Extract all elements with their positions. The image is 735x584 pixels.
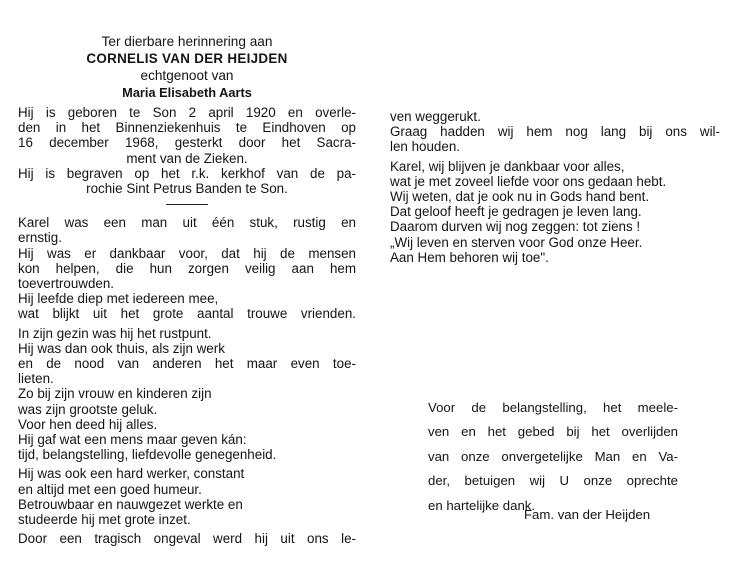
text-line: ernstig. [18,230,62,246]
text-line: Hij was ook een hard werker, constant [18,466,245,482]
text-line: lieten. [18,371,54,387]
bio-block [18,105,356,196]
deceased-name: CORNELIS VAN DER HEIJDEN [86,51,288,66]
text-line: Aan Hem behoren wij toe". [390,249,549,265]
text-line: In zijn gezin was hij het rustpunt. [18,325,212,341]
thanks-line: ven en het gebed bij het overlijden [428,424,678,440]
right-column [390,109,720,265]
tribute-text-left [18,215,356,546]
relation-line: echtgenoot van [140,68,234,83]
text-line: Karel, wij blijven je dankbaar voor alles, [390,158,625,174]
spouse-name: Maria Elisabeth Aarts [122,85,252,100]
bio-line: rochie Sint Petrus Banden te Son. [86,181,288,197]
thanks-line: Voor de belangstelling, het meele- [428,400,678,415]
text-line: Hij was er dankbaar voor, dat hij de mensen [18,245,356,261]
text-line: Hij leefde diep met iedereen mee, [18,291,219,307]
text-line: Betrouwbaar en nauwgezet werkte en [18,496,243,512]
text-line: „Wij leven en sterven voor God onze Heer. [390,234,643,250]
text-line: tijd, belangstelling, liefdevolle genegenheid. [18,447,277,463]
text-line: en de nood van anderen het maar even toe- [18,356,356,372]
text-line: studeerde hij met grote inzet. [18,512,191,528]
text-line: Zo bij zijn vrouw en kinderen zijn [18,386,212,402]
text-line: Door een tragisch ongeval werd hij uit ons le- [18,531,356,547]
thanks-block [428,396,678,518]
text-line: Hij gaf wat een mens maar geven kán: [18,432,247,448]
bio-line: ment van de Zieken. [126,150,248,166]
text-line: en altijd met een goed humeur. [18,481,202,497]
text-line: Daarom durven wij nog zeggen: tot ziens ! [390,219,641,235]
intro-line: Ter dierbare herinnering aan [101,34,273,49]
left-column [18,33,356,546]
text-line: kon helpen, die hun zorgen veilig aan hem [18,260,356,276]
bio-line: Hij is begraven op het r.k. kerkhof van de pa- [18,165,356,181]
bio-line: 16 december 1968, gesterkt door het Sacra- [18,135,356,151]
text-line: Graag hadden wij hem nog lang bij ons wil- [390,124,720,140]
bio-line: den in het Binnenziekenhuis te Eindhoven op [18,120,356,136]
thanks-line: en hartelijke dank. [428,497,536,513]
text-line: Voor hen deed hij alles. [18,416,158,432]
text-line: Dat geloof heeft je gedragen je leven lang. [390,204,642,220]
text-line: Wij weten, dat je ook nu in Gods hand bent. [390,189,650,205]
text-line: len houden. [390,139,460,155]
text-line: Karel was een man uit één stuk, rustig en [18,215,356,231]
thanks-line: van onze onvergetelijke Man en Va- [428,448,678,464]
text-line: wat blijkt uit het grote aantal trouwe vrienden. [18,306,356,322]
text-line: wat je met zoveel liefde voor ons gedaan hebt. [390,173,667,189]
thanks-line: der, betuigen wij U onze oprechte [428,473,678,489]
bio-line: Hij is geboren te Son 2 april 1920 en overle- [18,105,356,120]
family-signature: Fam. van der Heijden [524,507,651,522]
divider-line [166,204,208,205]
text-line: toevertrouwden. [18,276,115,292]
text-line: Hij was dan ook thuis, als zijn werk [18,340,225,356]
text-line: ven weggerukt. [390,109,481,124]
text-line: was zijn grootste geluk. [18,401,158,417]
